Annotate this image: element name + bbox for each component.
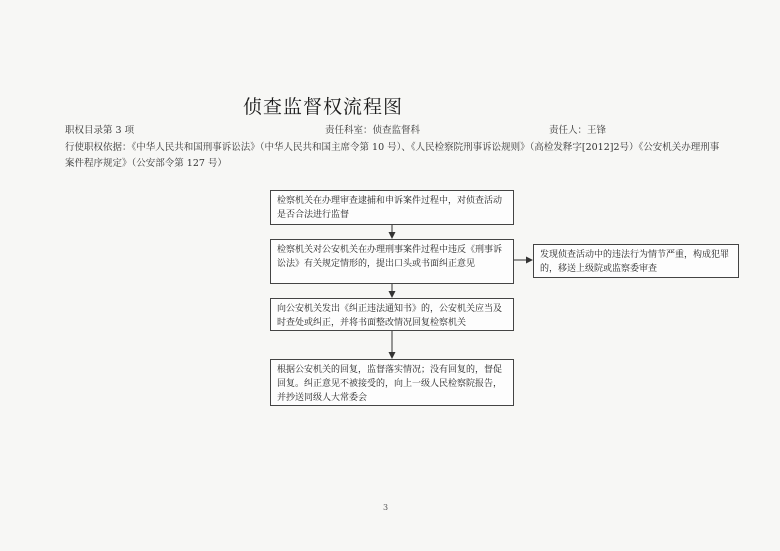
page-number: 3 bbox=[383, 503, 389, 512]
flow-step-transfer-crime: 发现侦查活动中的违法行为情节严重，构成犯罪的，移送上级院或监察委审查 bbox=[533, 244, 739, 278]
legal-basis: 行使职权依据：《中华人民共和国刑事诉讼法》（中华人民共和国主席令第 10 号）、《人民检察院刑事诉讼规则》（高检发释字[2012]2号）《公安机关办理刑事案件程序规定》（公安部令第 127 号） bbox=[65, 142, 720, 169]
responsible-person: 责任人：王锋 bbox=[549, 125, 607, 136]
page-title: 侦查监督权流程图 bbox=[243, 96, 404, 118]
flow-step-follow-up: 根据公安机关的回复，监督落实情况；没有回复的，督促回复。纠正意见不被接受的，向上一级人民检察院报告，并抄送同级人大常委会 bbox=[270, 359, 514, 406]
catalog-item: 职权目录第 3 项 bbox=[65, 125, 135, 136]
responsible-department: 责任科室：侦查监督科 bbox=[325, 125, 421, 136]
flow-step-supervision: 检察机关在办理审查逮捕和申诉案件过程中，对侦查活动是否合法进行监督 bbox=[270, 190, 514, 225]
flow-step-correction-notice: 向公安机关发出《纠正违法通知书》的，公安机关应当及时查处或纠正，并将书面整改情况回复检察机关 bbox=[270, 298, 514, 331]
flow-step-correction-opinion: 检察机关对公安机关在办理刑事案件过程中违反《刑事诉讼法》有关规定情形的，提出口头或书面纠正意见 bbox=[270, 239, 514, 284]
